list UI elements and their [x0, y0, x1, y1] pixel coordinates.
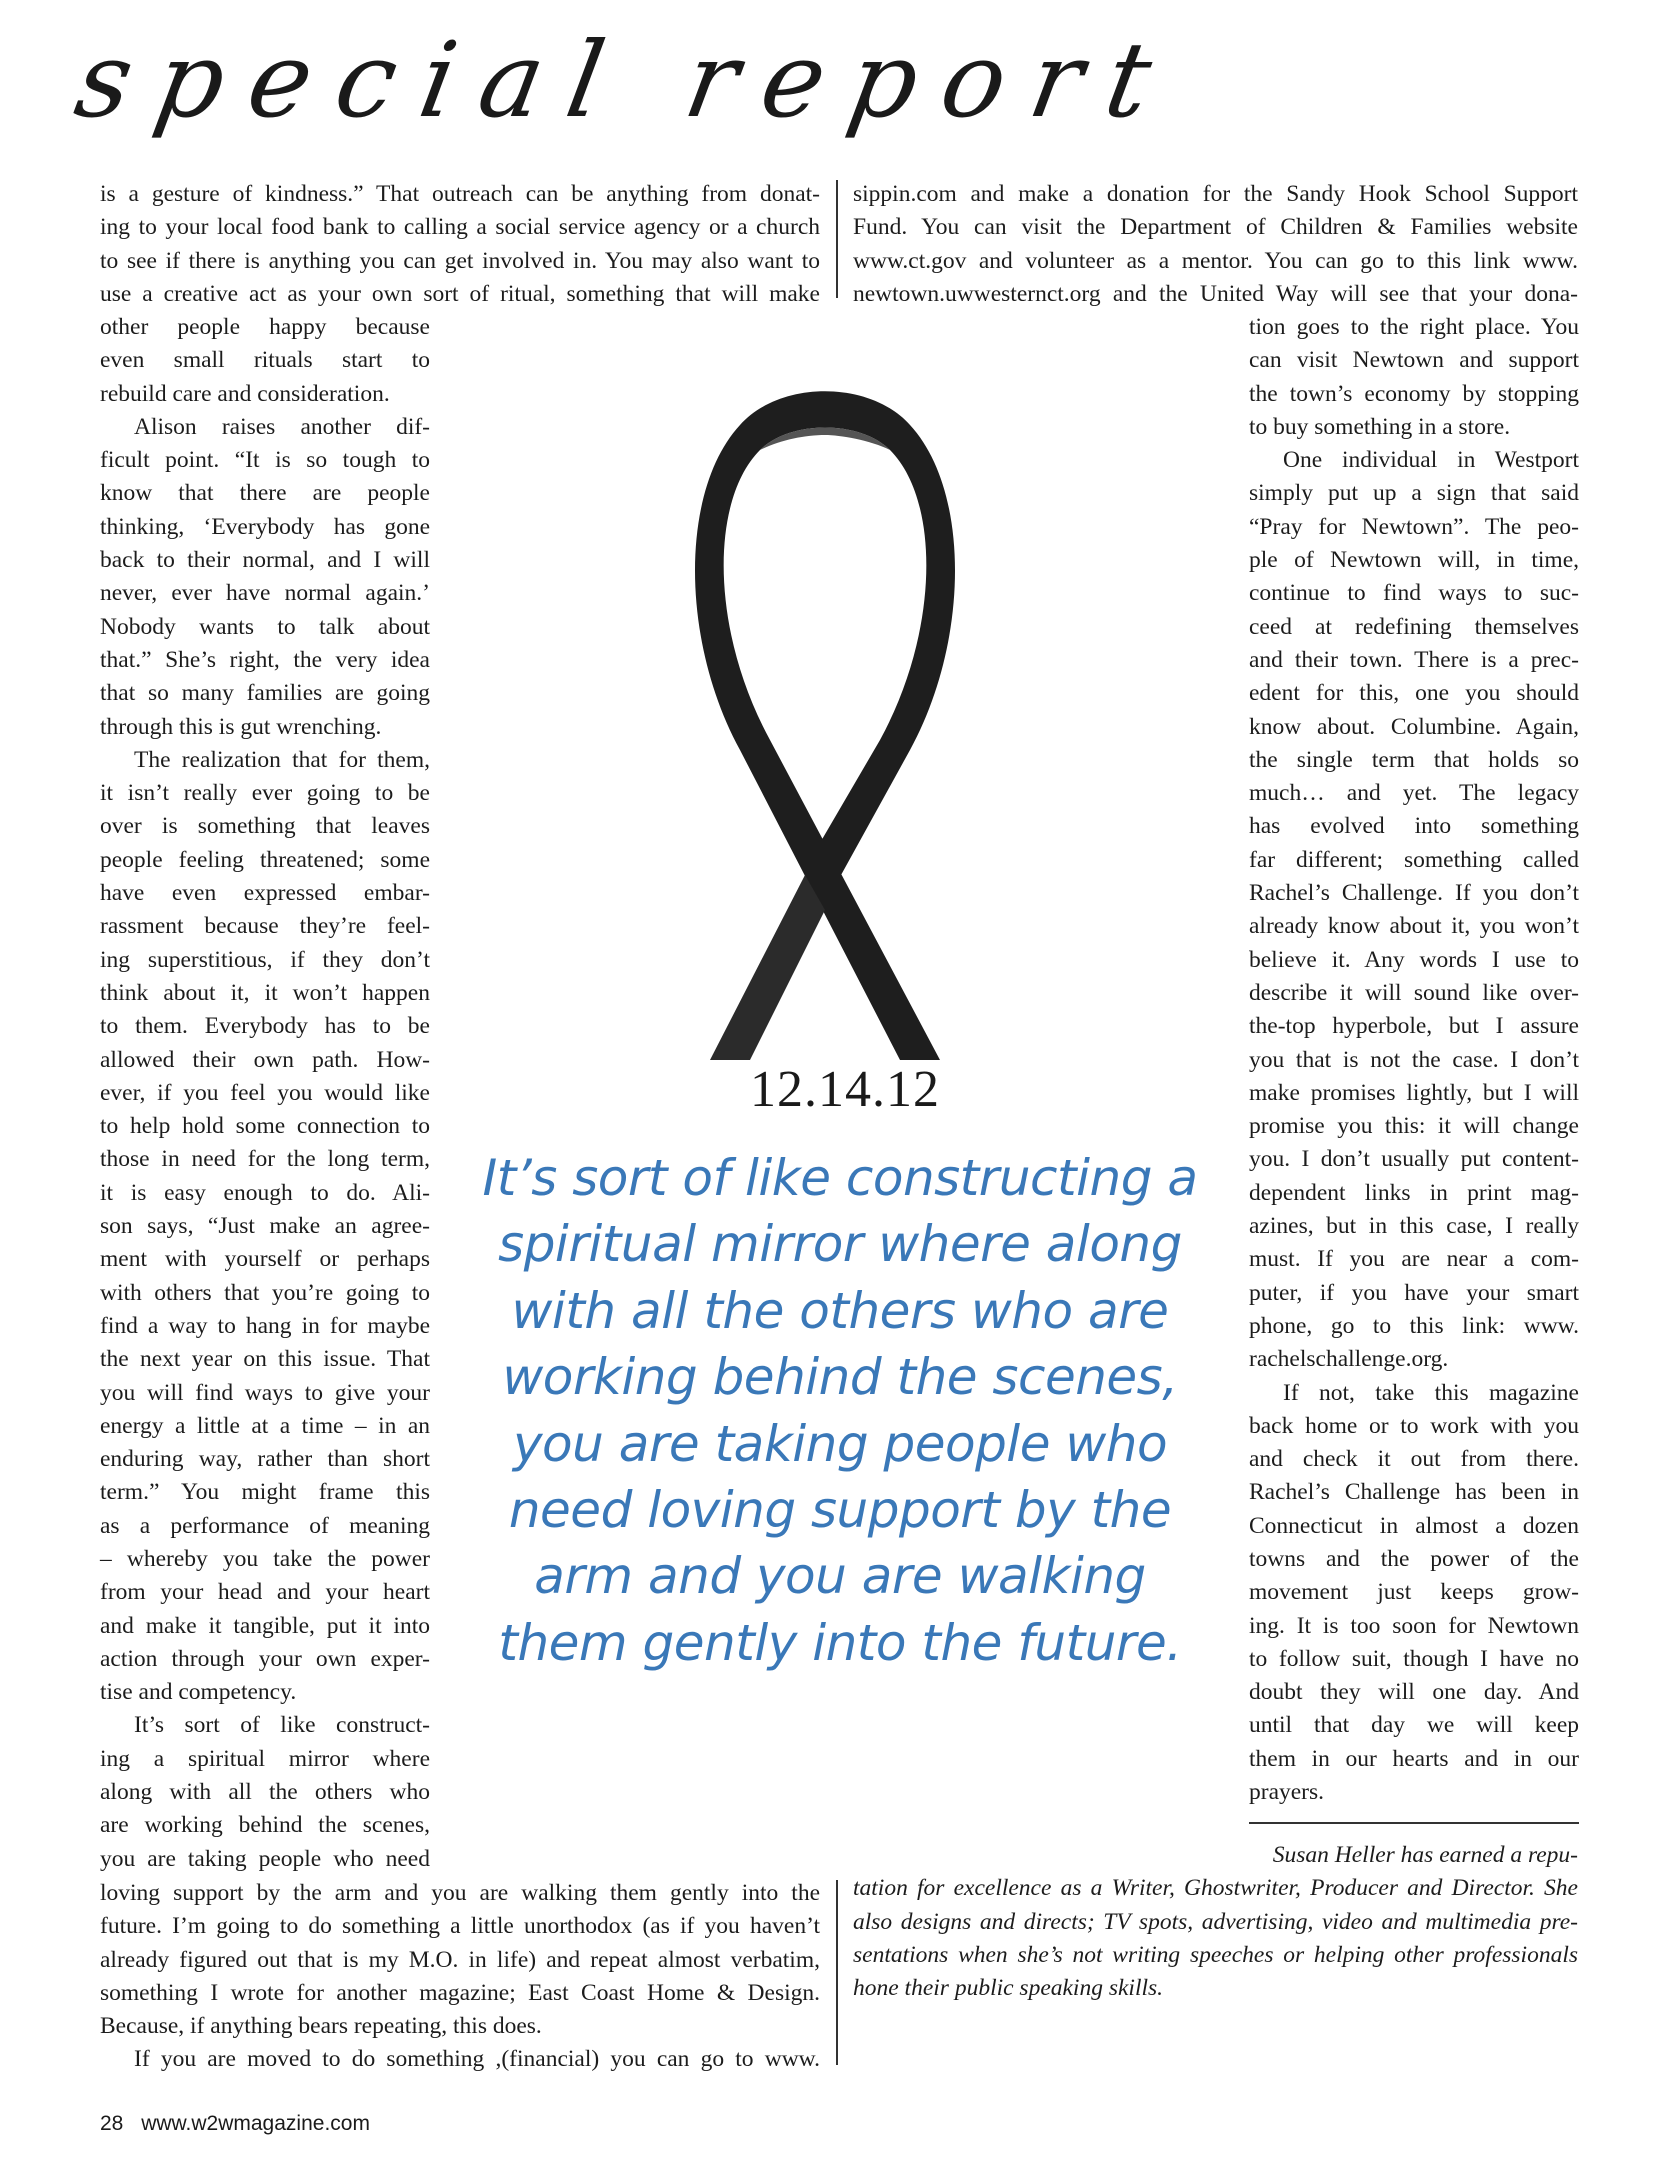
text-line: has evolved into something: [1249, 813, 1579, 840]
text-line: back home or to work with you: [1249, 1412, 1579, 1439]
text-line: to follow suit, though I have no: [1249, 1645, 1579, 1672]
text-line: The realization that for them,: [134, 746, 430, 773]
text-line: must. If you are near a com-: [1249, 1246, 1579, 1273]
text-line: phone, go to this link: www.: [1249, 1312, 1579, 1339]
text-line: use a creative act as your own sort of ritual, something that will make: [100, 280, 820, 307]
text-line: tise and competency.: [100, 1679, 297, 1706]
text-line: that.” She’s right, the very idea: [100, 646, 430, 673]
text-line: the-top hyperbole, but I assure: [1249, 1013, 1579, 1040]
text-line: never, ever have normal again.’: [100, 580, 430, 607]
text-line: If not, take this magazine: [1283, 1379, 1579, 1406]
text-line: along with all the others who: [100, 1779, 430, 1806]
text-line: sippin.com and make a donation for the Sandy Hook School Support: [853, 181, 1578, 207]
text-line: the single term that holds so: [1249, 746, 1579, 773]
text-line: continue to find ways to suc-: [1249, 580, 1579, 607]
pull-quote-line: arm and you are walking: [534, 1547, 1146, 1606]
text-line: believe it. Any words I use to: [1249, 946, 1579, 973]
text-line: prayers.: [1249, 1779, 1325, 1806]
top-left-text: [100, 178, 820, 311]
text-line: as a performance of meaning: [100, 1512, 430, 1539]
text-line: towns and the power of the: [1249, 1545, 1579, 1572]
text-line: you are taking people who need: [100, 1845, 430, 1872]
text-line: ing. It is too soon for Newtown: [1249, 1612, 1579, 1639]
text-line: to help hold some connection to: [100, 1113, 430, 1140]
bio-line: also designs and directs; TV spots, advertising, video and multimedia pre-: [853, 1908, 1578, 1935]
bio-separator-rule: [1249, 1822, 1579, 1824]
text-line: is a gesture of kindness.” That outreach can be anything from donat-: [100, 181, 820, 207]
text-line: Connecticut in almost a dozen: [1249, 1512, 1579, 1539]
text-line: rachelschallenge.org.: [1249, 1346, 1449, 1373]
text-line: you will find ways to give your: [100, 1379, 430, 1406]
text-line: make promises lightly, but I will: [1249, 1079, 1579, 1106]
top-right-text: [853, 178, 1578, 311]
text-line: can visit Newtown and support: [1249, 347, 1579, 374]
bio-line: hone their public speaking skills.: [853, 1975, 1164, 2002]
text-line: term.” You might frame this: [100, 1479, 430, 1506]
ribbon-icon: [695, 391, 955, 1060]
pull-quote-line: need loving support by the: [508, 1481, 1172, 1540]
text-line: tion goes to the right place. You: [1249, 314, 1579, 340]
text-line: energy a little at a time – in an: [100, 1412, 430, 1439]
left-column-text: [100, 311, 430, 1876]
text-line: and make it tangible, put it into: [100, 1612, 430, 1639]
text-line: doubt they will one day. And: [1249, 1679, 1579, 1706]
text-line: the next year on this issue. That: [100, 1346, 430, 1373]
section-header: special report: [67, 19, 1187, 141]
text-line: through this is gut wrenching.: [100, 713, 382, 740]
text-line: are working behind the scenes,: [100, 1812, 430, 1839]
text-line: something I wrote for another magazine; East Coast Home & Design.: [100, 1979, 820, 2006]
text-line: you. I don’t usually put content-: [1249, 1146, 1579, 1173]
text-line: with others that you’re going to: [100, 1279, 430, 1306]
text-line: ment with yourself or perhaps: [100, 1246, 430, 1273]
pull-quote-line: working behind the scenes,: [502, 1348, 1178, 1407]
text-line: edent for this, one you should: [1249, 680, 1579, 707]
text-line: already know about it, you won’t: [1249, 913, 1579, 940]
column-divider-top: [836, 180, 838, 298]
text-line: One individual in Westport: [1283, 447, 1579, 474]
text-line: to them. Everybody has to be: [100, 1013, 430, 1040]
text-line: that so many families are going: [100, 680, 430, 707]
text-line: action through your own exper-: [100, 1645, 430, 1672]
text-line: – whereby you take the power: [100, 1545, 430, 1572]
text-line: ceed at redefining themselves: [1249, 613, 1579, 640]
text-line: and their town. There is a prec-: [1249, 646, 1579, 673]
pull-quote-line: It’s sort of like constructing a: [482, 1149, 1198, 1207]
text-line: ficult point. “It is so tough to: [100, 447, 430, 474]
text-line: until that day we will keep: [1249, 1712, 1579, 1739]
text-line: puter, if you have your smart: [1249, 1279, 1579, 1306]
bio-line: tation for excellence as a Writer, Ghostwriter, Producer and Director. She: [853, 1875, 1578, 1902]
text-line: people feeling threatened; some: [100, 846, 430, 873]
text-line: it is easy enough to do. Ali-: [100, 1179, 430, 1206]
text-line: find a way to hang in for maybe: [100, 1312, 430, 1339]
text-line: allowed their own path. How-: [100, 1046, 430, 1073]
text-line: future. I’m going to do something a little unorthodox (as if you haven’t: [100, 1913, 820, 1940]
page-footer: [100, 2112, 382, 2136]
text-line: over is something that leaves: [100, 813, 430, 840]
text-line: other people happy because: [100, 314, 430, 340]
text-line: If you are moved to do something ,(financial) you can go to www.: [134, 2046, 820, 2073]
text-line: them in our hearts and in our: [1249, 1745, 1579, 1772]
text-line: ing a spiritual mirror where: [100, 1745, 430, 1772]
ribbon-date: 12.14.12: [750, 1061, 940, 1118]
text-line: already figured out that is my M.O. in life) and repeat almost verbatim,: [100, 1946, 820, 1973]
text-line: think about it, it won’t happen: [100, 979, 430, 1006]
text-line: Because, if anything bears repeating, this does.: [100, 2013, 542, 2040]
text-line: Rachel’s Challenge. If you don’t: [1249, 880, 1579, 907]
text-line: rebuild care and consideration.: [100, 380, 390, 407]
text-line: enduring way, rather than short: [100, 1446, 430, 1473]
pull-quote-line: you are taking people who: [512, 1414, 1168, 1473]
text-line: It’s sort of like construct-: [134, 1712, 430, 1739]
text-line: the town’s economy by stopping: [1249, 380, 1579, 407]
text-line: loving support by the arm and you are walking them gently into the: [100, 1880, 820, 1906]
text-line: Fund. You can visit the Department of Children & Families website: [853, 214, 1578, 241]
text-line: it isn’t really ever going to be: [100, 780, 430, 807]
text-line: promise you this: it will change: [1249, 1113, 1579, 1140]
text-line: rassment because they’re feel-: [100, 913, 430, 940]
black-ribbon-image: [640, 380, 1010, 1060]
author-bio: [853, 1839, 1578, 2005]
text-line: you that is not the case. I don’t: [1249, 1046, 1579, 1073]
pull-quote-line: them gently into the future.: [498, 1613, 1182, 1672]
text-line: much… and yet. The legacy: [1249, 780, 1579, 807]
text-line: describe it will sound like over-: [1249, 979, 1579, 1006]
text-line: ing to your local food bank to calling a social service agency or a church: [100, 214, 820, 241]
text-line: newtown.uwwesternct.org and the United Way will see that your dona-: [853, 280, 1578, 307]
text-line: even small rituals start to: [100, 347, 430, 374]
text-line: those in need for the long term,: [100, 1146, 430, 1173]
magazine-website: www.w2wmagazine.com: [141, 2112, 370, 2135]
text-line: dependent links in print mag-: [1249, 1179, 1579, 1206]
text-line: www.ct.gov and volunteer as a mentor. You can go to this link www.: [853, 247, 1578, 274]
page-number: 28: [100, 2112, 124, 2135]
text-line: to buy something in a store.: [1249, 413, 1511, 440]
text-line: simply put up a sign that said: [1249, 480, 1579, 507]
text-line: movement just keeps grow-: [1249, 1579, 1579, 1606]
text-line: son says, “Just make an agree-: [100, 1213, 430, 1240]
bio-line: sentations when she’s not writing speeches or helping other professionals: [853, 1941, 1578, 1968]
bottom-left-text: [100, 1877, 820, 2077]
text-line: to see if there is anything you can get involved in. You may also want to: [100, 247, 820, 274]
column-divider-bottom: [836, 1880, 838, 2065]
text-line: know that there are people: [100, 480, 430, 507]
text-line: from your head and your heart: [100, 1579, 430, 1606]
pull-quote-line: with all the others who are: [511, 1281, 1169, 1340]
text-line: Rachel’s Challenge has been in: [1249, 1479, 1579, 1506]
bio-line: Susan Heller has earned a repu-: [1272, 1842, 1578, 1868]
pull-quote: [460, 1145, 1220, 1676]
right-column-text: [1249, 311, 1579, 1809]
text-line: Nobody wants to talk about: [100, 613, 430, 640]
text-line: Alison raises another dif-: [134, 413, 430, 440]
pull-quote-line: spiritual mirror where along: [498, 1215, 1182, 1274]
text-line: “Pray for Newtown”. The peo-: [1249, 513, 1579, 540]
text-line: ing superstitious, if they don’t: [100, 946, 430, 973]
text-line: know about. Columbine. Again,: [1249, 713, 1579, 740]
text-line: far different; something called: [1249, 846, 1579, 873]
text-line: back to their normal, and I will: [100, 547, 430, 574]
text-line: and check it out from there.: [1249, 1446, 1579, 1473]
text-line: ever, if you feel you would like: [100, 1079, 430, 1106]
text-line: ple of Newtown will, in time,: [1249, 547, 1579, 574]
text-line: have even expressed embar-: [100, 880, 430, 907]
text-line: azines, but in this case, I really: [1249, 1213, 1579, 1240]
text-line: thinking, ‘Everybody has gone: [100, 513, 430, 540]
